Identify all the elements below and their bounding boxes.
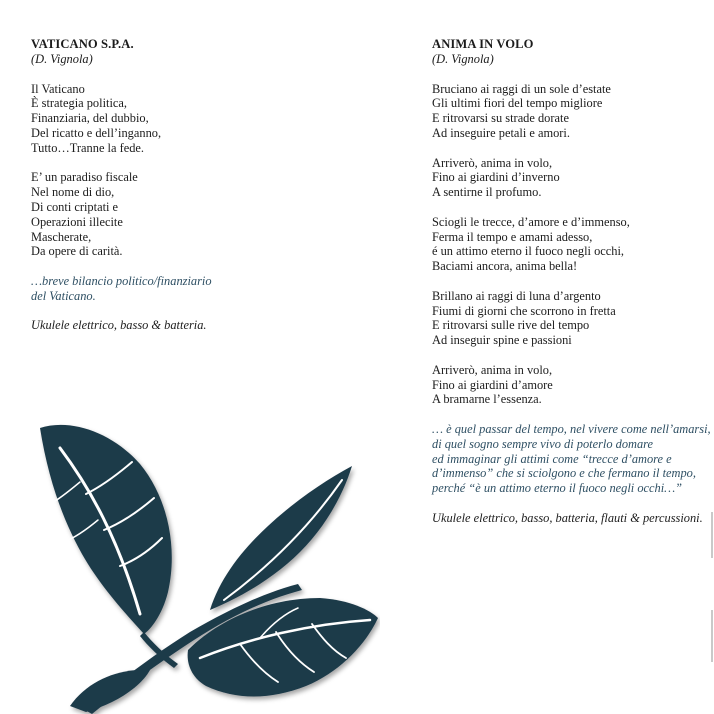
- stanza: [432, 82, 712, 141]
- stanza: [432, 289, 712, 348]
- comment-line: perché “è un attimo eterno il fuoco negli occhi…”: [432, 481, 683, 496]
- lyric-line: A bramarne l’essenza.: [432, 392, 542, 407]
- instruments-note: Ukulele elettrico, basso, batteria, flauti & percussioni.: [432, 510, 703, 525]
- lyric-line: È strategia politica,: [31, 96, 127, 111]
- page-edge-mark: [711, 610, 713, 662]
- lyric-line: E ritrovarsi sulle rive del tempo: [432, 318, 590, 333]
- right-column: [432, 37, 712, 526]
- left-column: [31, 37, 331, 333]
- comment-line: …breve bilancio politico/finanziario: [31, 273, 212, 288]
- lyric-line: Fino ai giardini d’amore: [432, 377, 553, 392]
- comment-line: del Vaticano.: [31, 288, 96, 303]
- stanza: [31, 82, 331, 156]
- lyric-line: Mascherate,: [31, 229, 92, 244]
- lyric-line: Brillano ai raggi di luna d’argento: [432, 288, 601, 303]
- lyric-line: Ad inseguire petali e amori.: [432, 125, 570, 140]
- lyric-line: Ferma il tempo e amami adesso,: [432, 229, 593, 244]
- lyric-line: Operazioni illecite: [31, 214, 123, 229]
- lyric-line: E ritrovarsi su strade dorate: [432, 111, 569, 126]
- lyric-line: Sciogli le trecce, d’amore e d’immenso,: [432, 214, 630, 229]
- song-author: (D. Vignola): [31, 51, 93, 66]
- stanza: [432, 156, 712, 200]
- lyric-line: Di conti criptati e: [31, 199, 119, 214]
- song-comment: [31, 274, 331, 304]
- lyric-line: Fino ai giardini d’inverno: [432, 170, 560, 185]
- lyric-line: Ad inseguir spine e passioni: [432, 333, 572, 348]
- lyric-line: A sentirne il profumo.: [432, 185, 542, 200]
- lyric-line: Gli ultimi fiori del tempo migliore: [432, 96, 603, 111]
- comment-line: … è quel passar del tempo, nel vivere come nell’amarsi,: [432, 421, 711, 436]
- middle-leaf: [210, 466, 352, 610]
- comment-line: ed immaginar gli attimi come “trecce d’amore e: [432, 451, 672, 466]
- lyric-line: Arriverò, anima in volo,: [432, 155, 553, 170]
- lyric-line: Il Vaticano: [31, 81, 85, 96]
- stanza: [432, 363, 712, 407]
- lyric-line: Finanziaria, del dubbio,: [31, 111, 149, 126]
- song-author: (D. Vignola): [432, 51, 494, 66]
- small-leaf: [70, 670, 150, 712]
- comment-line: d’immenso” che si sciolgono e che fermano il tempo,: [432, 466, 696, 481]
- lyric-line: Nel nome di dio,: [31, 185, 115, 200]
- lyric-line: Bruciano ai raggi di un sole d’estate: [432, 81, 611, 96]
- lyric-line: E’ un paradiso fiscale: [31, 170, 138, 185]
- lyric-line: Fiumi di giorni che scorrono in fretta: [432, 303, 616, 318]
- lyric-line: Tutto…Tranne la fede.: [31, 140, 145, 155]
- instruments-note: Ukulele elettrico, basso & batteria.: [31, 318, 207, 333]
- lower-leaf: [188, 598, 378, 697]
- lyric-line: Del ricatto e dell’inganno,: [31, 125, 162, 140]
- branch-with-leaves-icon: [40, 418, 380, 714]
- lyric-line: Da opere di carità.: [31, 244, 123, 259]
- stanza: [432, 215, 712, 274]
- lyric-line: Baciami ancora, anima bella!: [432, 259, 578, 274]
- lyric-line: é un attimo eterno il fuoco negli occhi,: [432, 244, 624, 259]
- lyric-line: Arriverò, anima in volo,: [432, 362, 553, 377]
- comment-line: di quel sogno sempre vivo di poterlo domare: [432, 436, 654, 451]
- song-comment: [432, 422, 712, 496]
- song-title: VATICANO S.P.A.: [31, 37, 134, 51]
- page-edge-mark: [711, 512, 713, 558]
- stanza: [31, 170, 331, 259]
- song-title: ANIMA IN VOLO: [432, 37, 534, 51]
